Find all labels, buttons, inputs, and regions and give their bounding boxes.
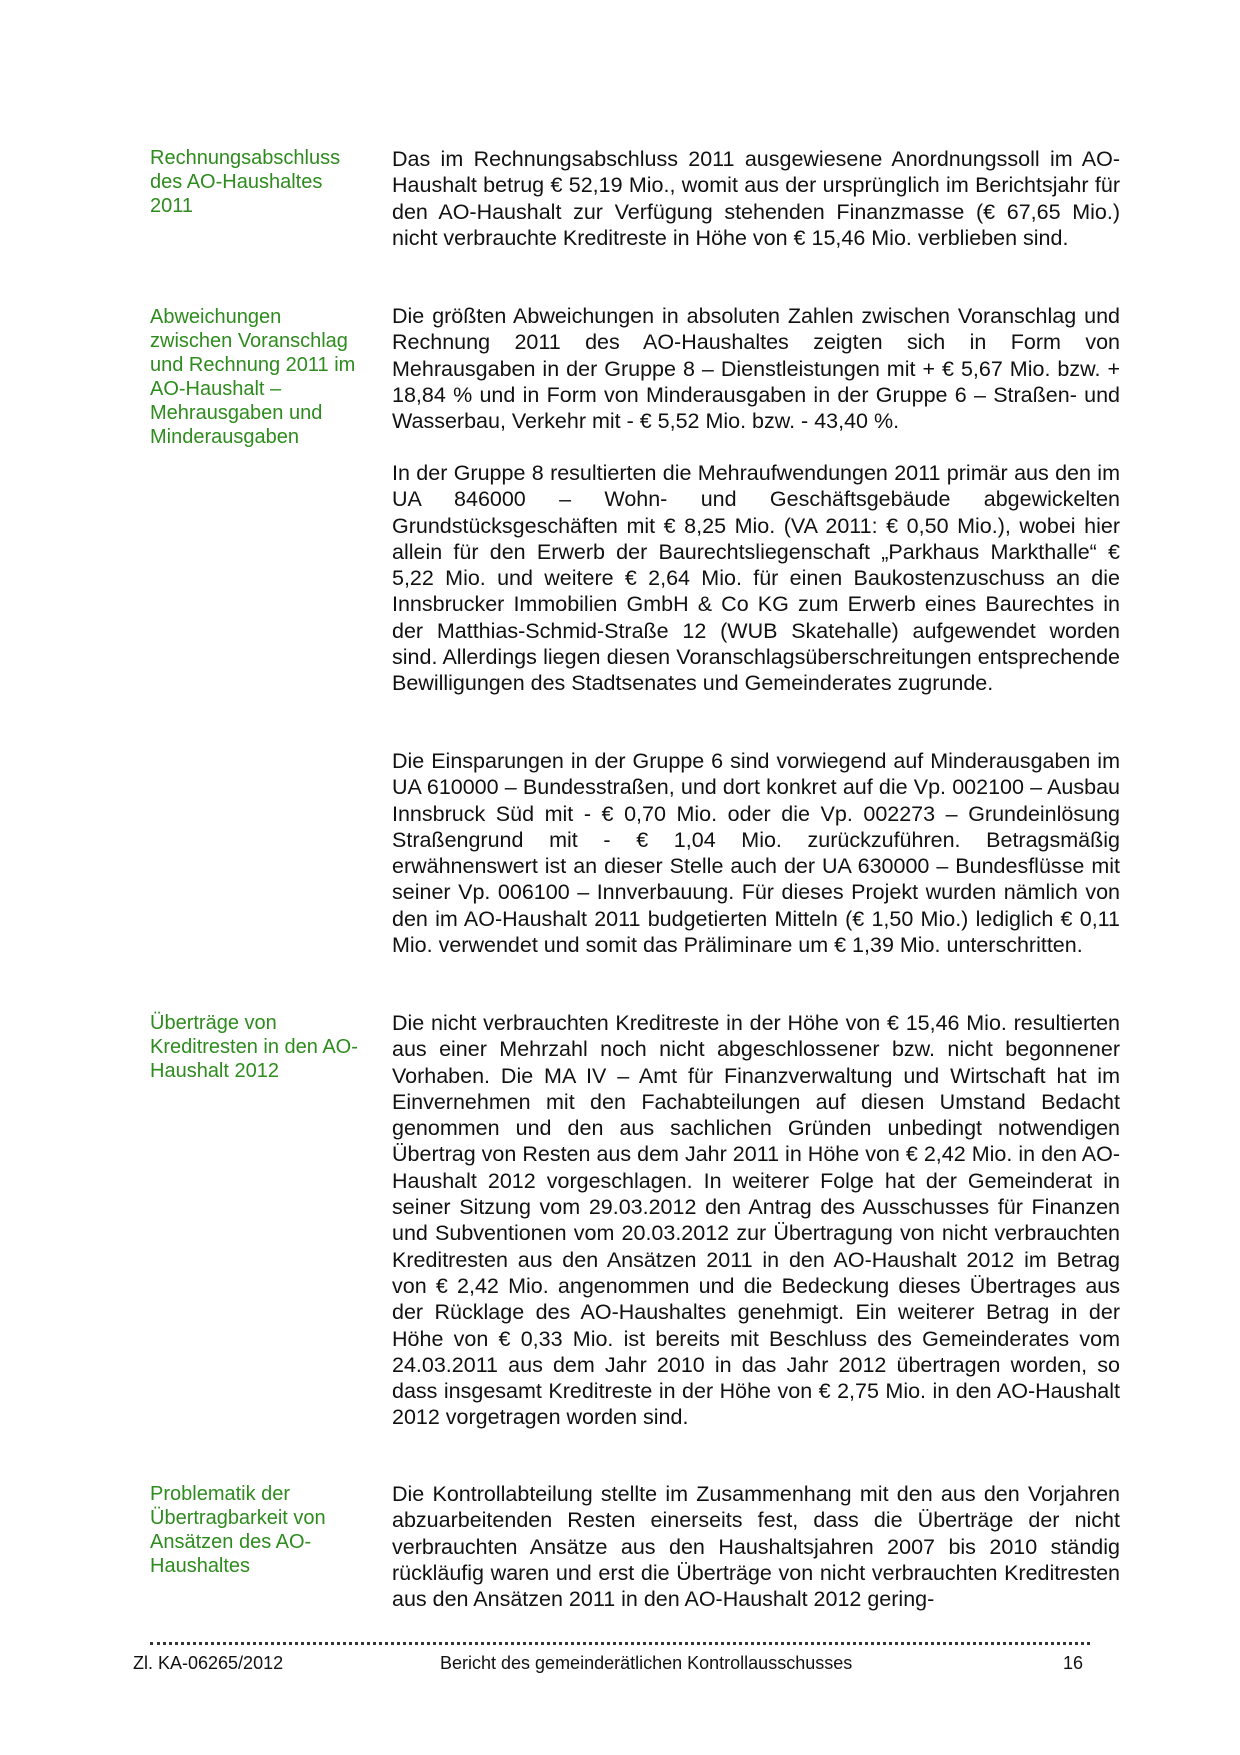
margin-note-rechnungsabschluss: Rechnungsabschluss des AO-Haushaltes 2011: [150, 147, 341, 217]
paragraph-kontrollabteilung: Die Kontrollabteilung stellte im Zusammenhang mit den aus den Vorjahren abzuarbeitenden Resten einerseits fest, dass die Überträge der nicht verbrauchten Ansätze aus den Haushaltsjahren 2007 bis 2010 ständig rückläufig waren und erst die Überträge von nicht verbrauchten Kreditresten aus den Ansätzen 2011 in den AO-Haushalt 2012 gering-: [392, 1482, 1120, 1612]
margin-note-problematik: Problematik der Übertragbarkeit von Ansätzen des AO-Haushaltes: [150, 1483, 326, 1577]
paragraph-abweichungen: Die größten Abweichungen in absoluten Zahlen zwischen Voranschlag und Rechnung 2011 des AO-Haushaltes zeigten sich in Form von Mehrausgaben in der Gruppe 8 – Dienstleistungen mit + € 5,67 Mio. bzw. + 18,84 % und in Form von Minderausgaben in der Gruppe 6 – Straßen- und Wasserbau, Verkehr mit - € 5,52 Mio. bzw. - 43,40 %.: [392, 304, 1120, 434]
paragraph-kreditreste: Die nicht verbrauchten Kreditreste in der Höhe von € 15,46 Mio. resultierten aus einer Mehrzahl noch nicht abgeschlossener bzw. nicht begonnener Vorhaben. Die MA IV – Amt für Finanzverwaltung und Wirtschaft hat im Einvernehmen mit den Fachabteilungen auf diesen Umstand Bedacht genommen und den aus sachlichen Gründen unbedingt notwendigen Übertrag von Resten aus dem Jahr 2011 in Höhe von € 2,42 Mio. in den AO-Haushalt 2012 vorgeschlagen. In weiterer Folge hat der Gemeinderat in seiner Sitzung vom 29.03.2012 den Antrag des Ausschusses für Finanzen und Subventionen vom 20.03.2012 zur Übertragung von nicht verbrauchten Kreditresten aus den Ansätzen 2011 in den AO-Haushalt 2012 im Betrag von € 2,42 Mio. angenommen und die Bedeckung dieses Übertrages aus der Rücklage des AO-Haushaltes genehmigt. Ein weiterer Betrag in der Höhe von € 0,33 Mio. ist bereits mit Beschluss des Gemeinderates vom 24.03.2011 aus dem Jahr 2010 in das Jahr 2012 übertragen worden, so dass insgesamt Kreditreste in der Höhe von € 2,75 Mio. in den AO-Haushalt 2012 vorgetragen worden sind.: [392, 1011, 1120, 1430]
footer-dotted-rule: [150, 1634, 1090, 1645]
footer-report-title: Bericht des gemeinderätlichen Kontrollausschusses: [440, 1653, 853, 1673]
margin-note-uebertraege: Überträge von Kreditresten in den AO-Haushalt 2012: [150, 1012, 358, 1082]
margin-note-abweichungen: Abweichungen zwischen Voranschlag und Rechnung 2011 im AO-Haushalt – Mehrausgaben und Minderausgaben: [150, 306, 356, 448]
paragraph-gruppe-8: In der Gruppe 8 resultierten die Mehraufwendungen 2011 primär aus den im UA 846000 – Wohn- und Geschäftsgebäude abgewickelten Grundstücksgeschäften mit € 8,25 Mio. (VA 2011: € 0,50 Mio.), wobei hier allein für den Erwerb der Baurechtsliegenschaft „Parkhaus Markthalle“ € 5,22 Mio. und weitere € 2,64 Mio. für einen Baukostenzuschuss an die Innsbrucker Immobilien GmbH & Co KG zum Erwerb eines Baurechtes in der Matthias-Schmid-Straße 12 (WUB Skatehalle) aufgewendet worden sind. Allerdings liegen diesen Voranschlagsüberschreitungen entsprechende Bewilligungen des Stadtsenates und Gemeinderates zugrunde.: [392, 461, 1120, 696]
paragraph-rechnungsabschluss: Das im Rechnungsabschluss 2011 ausgewiesene Anordnungssoll im AO-Haushalt betrug € 52,19 Mio., womit aus der ursprünglich im Berichtsjahr für den AO-Haushalt zur Verfügung stehenden Finanzmasse (€ 67,65 Mio.) nicht verbrauchte Kreditreste in Höhe von € 15,46 Mio. verblieben sind.: [392, 147, 1120, 250]
footer-reference: Zl. KA-06265/2012: [133, 1653, 284, 1673]
paragraph-gruppe-6: Die Einsparungen in der Gruppe 6 sind vorwiegend auf Minderausgaben im UA 610000 – Bundesstraßen, und dort konkret auf die Vp. 002100 – Ausbau Innsbruck Süd mit - € 0,70 Mio. oder die Vp. 002273 – Grundeinlösung Straßengrund mit - € 1,04 Mio. zurückzuführen. Betragsmäßig erwähnenswert ist an dieser Stelle auch der UA 630000 – Bundesflüsse mit seiner Vp. 006100 – Innverbauung. Für dieses Projekt wurden nämlich von den im AO-Haushalt 2011 budgetierten Mitteln (€ 1,50 Mio.) lediglich € 0,11 Mio. verwendet und somit das Präliminare um € 1,39 Mio. unterschritten.: [392, 749, 1120, 958]
page-number: 16: [1063, 1653, 1084, 1673]
